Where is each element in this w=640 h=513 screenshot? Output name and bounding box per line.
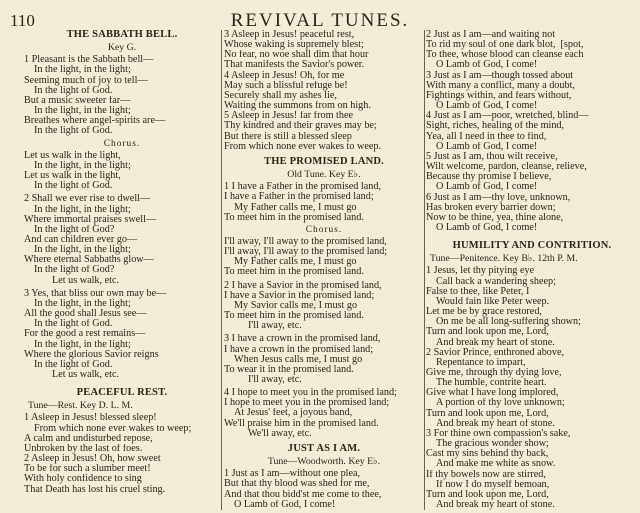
verse-line: 4 I hope to meet you in the promised land; <box>224 388 397 399</box>
verse-line: Unbroken by the last of foes. <box>24 443 143 454</box>
verse-line: To wear it in the promised land. <box>224 364 354 375</box>
verse <box>24 55 220 136</box>
verse-line: Let us walk, etc. <box>52 275 120 286</box>
verse-line: In the light, in the light; <box>34 106 131 117</box>
hymn-key: Key G. <box>107 42 137 54</box>
chorus <box>24 151 220 192</box>
verse-line: From which none ever wakes to weep; <box>34 423 192 434</box>
verse-line: My Father calls me, I must go <box>234 257 357 268</box>
verse-line: Turn and look upon me, Lord, <box>426 489 549 500</box>
verse-line: 1 Asleep in Jesus! blessed sleep! <box>24 413 157 424</box>
verse-line: 5 Asleep in Jesus! far from thee <box>224 111 354 122</box>
verse-line: 4 Just as I am—poor, wretched, blind— <box>426 111 589 122</box>
verse-line: Waiting the summons from on high. <box>224 101 371 112</box>
verse-line: To meet him in the promised land. <box>224 212 364 223</box>
verse-line: 2 Asleep in Jesus! Oh, how sweet <box>24 454 161 465</box>
chorus-label: Chorus. <box>305 224 343 235</box>
verse-line: In the light, in the light; <box>34 339 131 350</box>
verse-line: O Lamb of God, I come! <box>436 101 538 112</box>
hymn-tune: Tune—Woodworth. Key E♭. <box>267 456 381 468</box>
verse-line: A calm and undisturbed repose, <box>24 433 153 444</box>
verse-line: I'll away, I'll away to the promised land; <box>224 247 388 258</box>
verse-line: In the light of God. <box>34 181 113 192</box>
verse-line: At Jesus' feet, a joyous band, <box>234 408 353 419</box>
verse <box>224 334 424 385</box>
hymn-tune: Tune—Rest. Key D. L. M. <box>28 400 133 412</box>
verse-line: Seeming much of joy to tell— <box>24 75 148 86</box>
chorus-label: Chorus. <box>103 138 141 149</box>
verse-line: O Lamb of God, I come! <box>436 182 538 193</box>
verse-line: Turn and look upon me, Lord, <box>426 327 549 338</box>
verse <box>24 454 220 495</box>
verse-line: Where the glorious Savior reigns <box>24 349 159 360</box>
verse-line: Let us walk in the light, <box>24 171 121 182</box>
verse-line: Repentance to impart, <box>436 357 526 368</box>
verse-line: But a music sweeter far— <box>24 95 131 106</box>
verse-line: In the light of God. <box>34 319 113 330</box>
verse-line: Because thy promise I believe, <box>426 172 552 183</box>
verse-line: 1 I have a Father in the promised land, <box>224 182 382 193</box>
verse-line: I'll away, etc. <box>248 375 302 385</box>
hymn-title: JUST AS I AM. <box>287 442 361 454</box>
verse-line: When Jesus calls me, I must go <box>234 354 363 365</box>
verse-line: No fear, no woe shall dim that hour <box>224 50 369 61</box>
verse-line: In the light, in the light; <box>34 245 131 256</box>
verse-line: In the light of God. <box>34 359 113 370</box>
verse-line: 3 I have a crown in the promised land, <box>224 334 381 345</box>
verse-line: Let us walk, etc. <box>52 370 120 380</box>
verse <box>426 111 638 152</box>
verse-line: The gracious wonder show; <box>436 439 549 450</box>
verse-line: 2 I have a Savior in the promised land, <box>224 280 382 291</box>
verse-line: Securely shall my ashes lie, <box>224 90 337 101</box>
verse-line: False to thee, like Peter, I <box>426 286 530 297</box>
verse-line: 3 Just as I am—though tossed about <box>426 70 574 81</box>
verse-line: To meet him in the promised land. <box>224 267 364 278</box>
verse-line: For the good a rest remains— <box>24 329 146 340</box>
verse <box>224 111 424 152</box>
verse-line: O Lamb of God, I come! <box>234 499 336 510</box>
verse-line: To thee, whose blood can cleanse each <box>426 50 584 61</box>
verse-line: To rid my soul of one dark blot, [spot, <box>426 40 584 51</box>
verse-line: 1 Jesus, let thy pitying eye <box>426 266 535 277</box>
chorus <box>224 237 424 278</box>
verse-line: But that thy blood was shed for me, <box>224 479 370 490</box>
verse-line: In the light of God. <box>34 126 113 137</box>
verse-line: I hope to meet you in the promised land; <box>224 398 390 409</box>
verse-line: That manifests the Savior's power. <box>224 60 365 71</box>
verse-line: 1 Just as I am—without one plea, <box>224 469 361 480</box>
verse-line: But there is still a blessed sleep <box>224 131 352 142</box>
page-number: 110 <box>10 11 35 30</box>
verse <box>224 281 424 332</box>
verse-line: Has broken every barrier down; <box>426 202 556 213</box>
verse-line: 3 Asleep in Jesus! peaceful rest, <box>224 30 355 40</box>
verse-line: With holy confidence to sing <box>24 474 142 485</box>
verse-line: Wilt welcome, pardon, cleanse, relieve, <box>426 162 587 173</box>
verse-line: Would fain like Peter weep. <box>436 296 550 307</box>
column-right <box>426 30 638 510</box>
column-divider <box>221 30 222 510</box>
verse-line: Cast my sins behind thy back, <box>426 449 549 460</box>
hymn-title: THE PROMISED LAND. <box>264 155 384 167</box>
verse <box>426 193 638 234</box>
verse-line: I have a crown in the promised land; <box>224 344 374 355</box>
verse-line: And break my heart of stone. <box>436 418 555 429</box>
verse-line: Whose waking is supremely blest; <box>224 40 364 51</box>
verse-line: In the light of God? <box>34 265 115 276</box>
verse-line: We'll away, etc. <box>248 428 312 439</box>
verse-line: O Lamb of God, I come! <box>436 60 538 71</box>
verse-line: Thy kindred and their graves may be; <box>224 121 377 132</box>
page-title: REVIVAL TUNES. <box>230 10 410 31</box>
hymn-title: HUMILITY AND CONTRITION. <box>452 240 612 252</box>
verse-line: On me be all long-suffering shown; <box>436 317 581 328</box>
verse-line: 4 Asleep in Jesus! Oh, for me <box>224 70 345 81</box>
verse-line: 3 Yes, that bliss our own may be— <box>24 288 167 299</box>
verse-line: Give what I have long implored, <box>426 388 559 399</box>
verse-line: 5 Just as I am, thou wilt receive, <box>426 151 558 162</box>
verse-line: In the light, in the light; <box>34 298 131 309</box>
verse <box>24 413 220 454</box>
verse-line: May such a blissful refuge be! <box>224 80 348 91</box>
verse-line: Call back a wandering sheep; <box>436 276 556 287</box>
verse-line: And make me white as snow. <box>436 459 556 470</box>
verse-line: If thy bowels now are stirred, <box>426 469 546 480</box>
hymn-tune: Old Tune. Key E♭. <box>287 169 361 181</box>
verse <box>224 388 424 439</box>
verse-line: Turn and look upon me, Lord, <box>426 408 549 419</box>
verse-line: The humble, contrite heart. <box>436 378 547 389</box>
verse-line: I'll away, I'll away to the promised land, <box>224 236 387 247</box>
verse-line: In the light of God. <box>34 85 113 96</box>
verse-line: O Lamb of God, I come! <box>436 141 538 152</box>
hymn-title: THE SABBATH BELL. <box>66 29 178 40</box>
verse-line: Sight, riches, healing of the mind, <box>426 121 565 132</box>
column-left <box>24 30 220 495</box>
verse-line: In the light, in the light; <box>34 65 131 76</box>
verse-line: To be for such a slumber meet! <box>24 464 151 475</box>
verse-line: My Father calls me, I must go <box>234 202 357 213</box>
verse-line: And break my heart of stone. <box>436 500 555 511</box>
verse-line: We'll praise him in the promised land. <box>224 418 379 429</box>
verse-line: Let me be by grace restored, <box>426 307 542 318</box>
verse-line: I have a Father in the promised land; <box>224 192 374 203</box>
verse-line: To meet him in the promised land. <box>224 311 364 322</box>
verse-line: O Lamb of God, I come! <box>436 222 538 233</box>
verse <box>224 469 424 510</box>
hymn-title: PEACEFUL REST. <box>76 387 168 399</box>
verse <box>426 71 638 112</box>
verse <box>24 194 220 285</box>
verse <box>224 182 424 223</box>
verse-line: A portion of thy love unknown; <box>436 398 565 409</box>
column-middle <box>224 30 424 510</box>
verse <box>224 71 424 112</box>
verse-line: My Savior calls me, I must go <box>234 300 358 311</box>
verse-line: Where immortal praises swell— <box>24 214 157 225</box>
verse-line: And can children ever go— <box>24 234 138 245</box>
verse-line: I'll away, etc. <box>248 321 302 332</box>
verse-line: 2 Just as I am—and waiting not <box>426 30 556 40</box>
verse-line: In the light, in the light; <box>34 160 131 171</box>
verse-line: In the light, in the light; <box>34 204 131 215</box>
verse-line: Fightings within, and fears without, <box>426 90 572 101</box>
verse-line: If now I do myself bemoan, <box>436 479 550 490</box>
verse-line: Now to be thine, yea, thine alone, <box>426 212 564 223</box>
verse <box>24 289 220 380</box>
verse-line: 2 Savior Prince, enthroned above, <box>426 347 565 358</box>
column-divider <box>424 30 425 510</box>
verse-line: From which none ever wakes to weep. <box>224 141 382 152</box>
verse-line: In the light of God? <box>34 224 115 235</box>
verse-line: And that thou bidd'st me come to thee, <box>224 489 382 500</box>
verse <box>426 152 638 193</box>
verse <box>426 348 638 429</box>
verse-line: Let us walk in the light, <box>24 150 121 161</box>
verse-line: Breathes where angel-spirits are— <box>24 116 166 127</box>
verse-line: Yea, all I need in thee to find, <box>426 131 547 142</box>
verse-line: 2 Shall we ever rise to dwell— <box>24 194 151 205</box>
verse <box>426 266 638 347</box>
verse-line: And break my heart of stone. <box>436 337 555 348</box>
verse-line: With many a conflict, many a doubt, <box>426 80 575 91</box>
verse-line: 1 Pleasant is the Sabbath bell— <box>24 55 154 66</box>
verse <box>426 429 638 510</box>
verse-line: 3 For thine own compassion's sake, <box>426 428 571 439</box>
verse-line: All the good shall Jesus see— <box>24 309 147 320</box>
verse <box>224 30 424 71</box>
verse <box>426 30 638 71</box>
verse-line: 6 Just as I am—thy love, unknown, <box>426 192 571 203</box>
verse-line: I have a Savior in the promised land; <box>224 290 375 301</box>
hymn-tune: Tune—Penitence. Key B♭. 12th P. M. <box>430 253 578 265</box>
verse-line: Give me, through thy dying love, <box>426 368 562 378</box>
verse-line: Where eternal Sabbaths glow— <box>24 255 154 266</box>
verse-line: That Death has lost his cruel sting. <box>24 484 166 495</box>
